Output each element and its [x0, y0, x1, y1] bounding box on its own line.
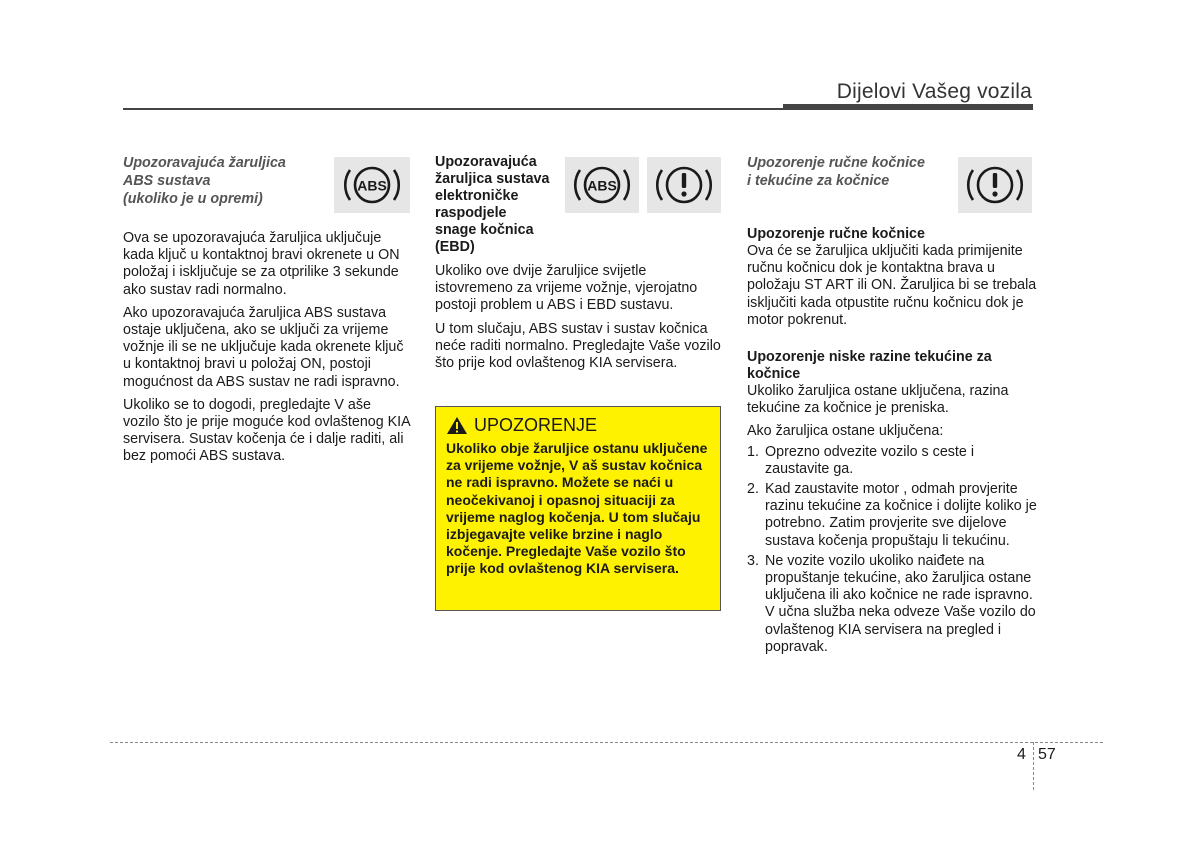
- ebd-section-title: [435, 154, 570, 256]
- brake-section-title: [747, 154, 957, 190]
- ebd-paragraph: U tom slučaju, ABS sustav i sustav kočnica neće raditi normalno. Pregledajte Vaše vozilo što prije kod ovlaštenog KIA servisera.: [435, 320, 721, 372]
- ebd-title-line: žaruljica sustava: [435, 171, 550, 187]
- list-item: [747, 553, 1037, 656]
- warning-heading: [446, 415, 711, 436]
- list-item-number: 3.: [747, 552, 759, 569]
- abs-warning-icon: [571, 161, 633, 209]
- ebd-title-line: elektroničke: [435, 188, 519, 204]
- abs-icon-box: [334, 157, 410, 213]
- list-item-text: Ne vozite vozilo ukoliko naiđete na propuštanje tekućine, ako žaruljica ostane uključena ili ako kočnice ne rade ispravno. V učna služba neka odveze Vaše vozilo do ovlaštenog KIA servisera na pregled i popravak.: [765, 552, 1036, 655]
- brake-fluid-subtitle: Upozorenje niske razine tekućine za kočnice: [747, 349, 992, 383]
- abs-paragraph: Ako upozoravajuća žaruljica ABS sustava ostaje uključena, ako se uključi za vrijeme vožnje ili se ne uključuje kada okrenete ključ u kontaktnoj bravi u položaj ON, postoji mogućnost da ABS sustav ne radi ispravno.: [123, 304, 404, 390]
- ebd-paragraph: Ukoliko ove dvije žaruljice svijetle istovremeno za vrijeme vožnje, vjerojatno postoji problem u ABS i EBD sustavu.: [435, 263, 698, 314]
- svg-text:ABS: ABS: [587, 177, 617, 194]
- header-divider: [123, 108, 783, 110]
- warning-heading-label: UPOZORENJE: [474, 415, 598, 435]
- abs-title-line: (ukoliko je u opremi): [123, 191, 263, 207]
- brake-fluid-steps: [747, 444, 1037, 656]
- abs-section-title: [123, 154, 323, 208]
- svg-text:ABS: ABS: [357, 177, 387, 194]
- parking-brake-subtitle: Upozorenje ručne kočnice: [747, 226, 925, 242]
- abs-paragraph: Ova se upozoravajuća žaruljica uključuje kada ključ u kontaktnoj bravi okrenete u ON položaj i isključuje se za otprilike 3 sekunde ako sustav radi normalno.: [123, 230, 400, 298]
- ebd-title-line: raspodjele: [435, 205, 507, 221]
- list-item: [747, 481, 1037, 550]
- ebd-brake-icon-box: [647, 157, 721, 213]
- ebd-title-line: snage kočnica (EBD): [435, 222, 534, 255]
- ebd-title-line: Upozoravajuća: [435, 154, 537, 170]
- abs-title-line: ABS sustava: [123, 173, 211, 189]
- abs-warning-icon: [341, 161, 403, 209]
- ebd-abs-icon-box: [565, 157, 639, 213]
- warning-triangle-icon: [446, 416, 468, 435]
- brake-title-line: Upozorenje ručne kočnice: [747, 155, 925, 171]
- warning-text: Ukoliko obje žaruljice ostanu uključene za vrijeme vožnje, V aš sustav kočnica ne radi ispravno. Možete se naći u neočekivanoj i opasnoj situaciji za vrijeme naglog kočenja. U tom slučaju izbjegavajte velike brzine i naglo kočenje. Pregledajte Vaše vozilo što prije kod ovlaštenog KIA servisera.: [446, 440, 708, 577]
- chapter-number: 4: [1017, 746, 1026, 763]
- list-item-text: Kad zaustavite motor , odmah provjerite razinu tekućine za kočnice i dolijte koliko je potrebno. Zatim provjerite sve dijelove sustava kočenja propuštaju li tekućinu.: [765, 481, 1037, 549]
- brake-icon-box: [958, 157, 1032, 213]
- brake-warning-icon: [964, 161, 1026, 209]
- parking-brake-paragraph: Ova će se žaruljica uključiti kada primijenite ručnu kočnicu dok je kontaktna brava u položaju ST ART ili ON. Žaruljica bi se trebala isključiti kada otpustite ručnu kočnicu dok je motor pokrenut.: [747, 243, 1037, 328]
- brake-section: [747, 154, 1037, 659]
- brake-warning-icon: [653, 161, 715, 209]
- footer-page-divider: [1033, 742, 1034, 790]
- page-number: 57: [1038, 746, 1056, 763]
- list-item-number: 2.: [747, 481, 759, 498]
- footer-divider: [110, 742, 1103, 743]
- list-item-text: Oprezno odvezite vozilo s ceste i zaustavite ga.: [765, 443, 974, 477]
- list-item-number: 1.: [747, 443, 759, 460]
- brake-title-line: i tekućine za kočnice: [747, 173, 890, 189]
- warning-box: [435, 406, 721, 611]
- page-title: Dijelovi Vašeg vozila: [836, 80, 1032, 103]
- header-divider-accent: [783, 104, 1033, 110]
- brake-fluid-intro: Ako žaruljica ostane uključena:: [747, 423, 944, 440]
- list-item: [747, 444, 1037, 478]
- abs-paragraph: Ukoliko se to dogodi, pregledajte V aše vozilo što je prije moguće kod ovlaštenog KIA servisera. Sustav kočenja će i dalje raditi, ali bez pomoći ABS sustava.: [123, 396, 410, 465]
- brake-fluid-paragraph: Ukoliko žaruljica ostane uključena, razina tekućine za kočnice je preniska.: [747, 383, 1009, 417]
- abs-title-line: Upozoravajuća žaruljica: [123, 155, 286, 171]
